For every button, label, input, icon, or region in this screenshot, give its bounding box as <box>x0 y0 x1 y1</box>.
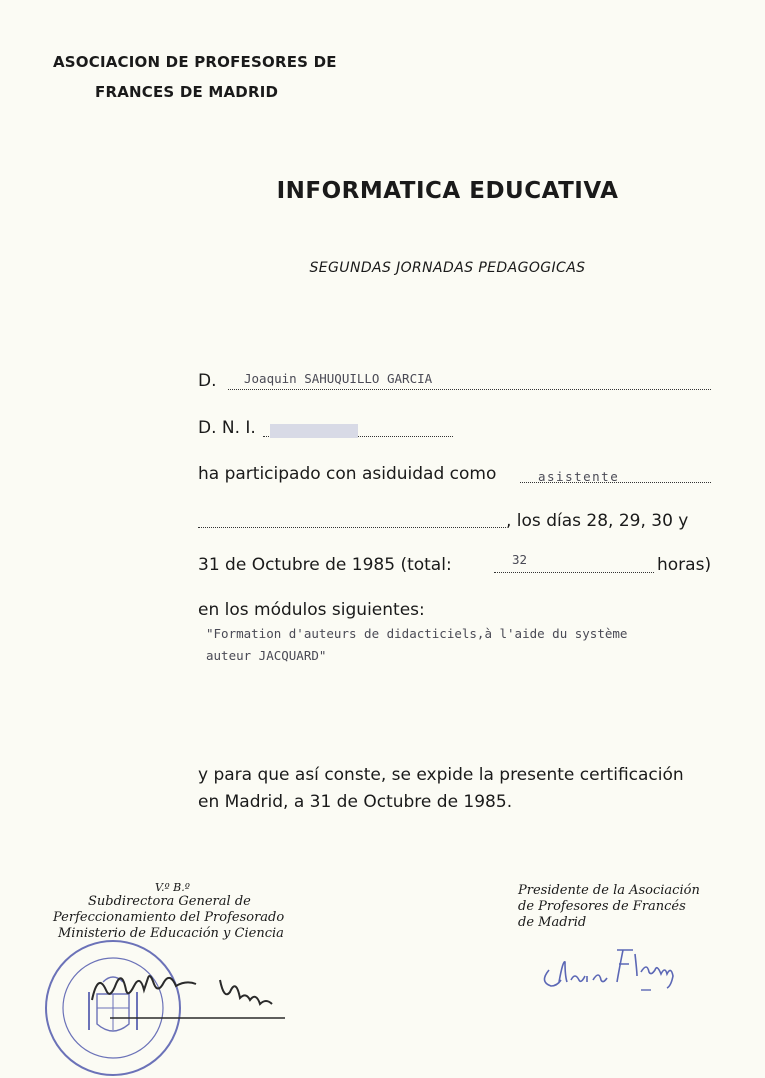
association-line-1: ASOCIACION DE PROFESORES DE <box>53 53 337 71</box>
left-sig-line-3: Ministerio de Educación y Ciencia <box>58 926 284 941</box>
role-value: asistente <box>538 469 620 484</box>
date-text: 31 de Octubre de 1985 (total: <box>198 555 452 575</box>
dni-redaction <box>270 424 358 438</box>
vb-label: V.º B.º <box>155 881 190 894</box>
certification-line-2: en Madrid, a 31 de Octubre de 1985. <box>198 792 513 812</box>
right-sig-line-3: de Madrid <box>518 915 587 930</box>
hours-dotted-line <box>494 572 654 573</box>
right-sig-line-1: Presidente de la Asociación <box>518 883 700 898</box>
right-handwritten-signature <box>535 940 695 995</box>
certification-line-1: y para que así conste, se expide la presente certificación <box>198 765 684 785</box>
module-line-2: auteur JACQUARD" <box>206 648 327 663</box>
association-line-2: FRANCES DE MADRID <box>95 83 279 101</box>
hours-value: 32 <box>512 552 528 567</box>
certificate-title: INFORMATICA EDUCATIVA <box>276 178 619 204</box>
hours-label: horas) <box>657 555 712 575</box>
modules-label: en los módulos siguientes: <box>198 600 425 620</box>
days-text: , los días 28, 29, 30 y <box>506 511 689 531</box>
left-handwritten-signature <box>80 960 300 1020</box>
d-label: D. <box>198 371 217 391</box>
right-sig-line-2: de Profesores de Francés <box>518 899 686 914</box>
module-line-1: "Formation d'auteurs de didacticiels,à l'aide du système <box>206 626 628 641</box>
certificate-subtitle: SEGUNDAS JORNADAS PEDAGOGICAS <box>309 260 586 276</box>
left-sig-line-1: Subdirectora General de <box>88 894 251 909</box>
dni-label: D. N. I. <box>198 418 256 438</box>
left-sig-line-2: Perfeccionamiento del Profesorado <box>53 910 285 925</box>
name-dotted-line <box>228 389 711 390</box>
name-value: Joaquin SAHUQUILLO GARCIA <box>244 371 433 386</box>
days-dotted-line <box>198 527 506 528</box>
participated-label: ha participado con asiduidad como <box>198 464 497 484</box>
